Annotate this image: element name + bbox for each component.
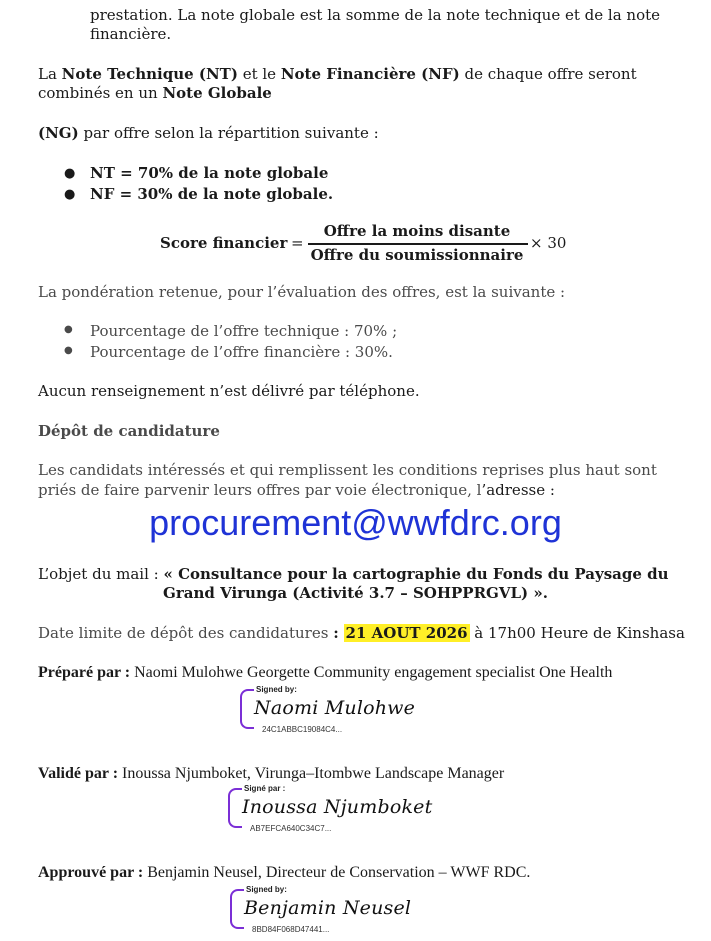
- bullet-nf: NF = 30% de la note globale.: [90, 185, 334, 203]
- signature-bracket: [240, 689, 254, 729]
- ng-abbrev: (NG): [38, 124, 79, 142]
- formula-denominator: Offre du soumissionnaire: [310, 246, 524, 264]
- intro-line-2: financière.: [90, 25, 172, 43]
- signature-bracket: [230, 889, 244, 929]
- signature-block-prepared: [240, 685, 416, 737]
- combine-text-p2a: combinés en un: [38, 84, 163, 102]
- deadline-date: 21 AOUT 2026: [345, 624, 468, 642]
- signature-code: AB7EFCA640C34C7...: [250, 824, 332, 833]
- combine-text-e: de chaque offre seront: [459, 65, 637, 83]
- deadline-colon: :: [333, 624, 339, 642]
- prepared-label: Préparé par :: [38, 664, 131, 681]
- combine-line-2: [38, 84, 272, 103]
- deposit-text-a: priés de faire parvenir leurs offres par voie électronique, l: [38, 481, 482, 499]
- weighting-item-technique: Pourcentage de l’offre technique : 70% ;: [90, 322, 398, 340]
- deadline-line: [38, 624, 685, 643]
- bullet-icon: ●: [64, 166, 76, 181]
- approved-label: Approuvé par :: [38, 864, 144, 881]
- approved-line: [38, 863, 530, 882]
- signature-header: Signed by:: [246, 885, 287, 894]
- approved-text: Benjamin Neusel, Directeur de Conservation – WWF RDC.: [143, 864, 531, 881]
- signature-handwriting: Inoussa Njumboket: [242, 796, 433, 818]
- signature-block-approved: [230, 885, 412, 937]
- validated-label: Validé par :: [38, 765, 119, 782]
- signature-block-validated: [228, 784, 433, 836]
- formula-equals: =: [291, 234, 304, 252]
- validated-line: [38, 764, 504, 783]
- signature-handwriting: Naomi Mulohwe: [254, 697, 416, 719]
- ng-term: Note Globale: [162, 84, 272, 102]
- bullet-icon: ●: [64, 345, 73, 356]
- weighting-item-financiere: Pourcentage de l’offre financière : 30%.: [90, 343, 393, 361]
- signature-bracket: [228, 788, 242, 828]
- formula-label: Score financier: [160, 234, 288, 252]
- nf-term: Note Financière (NF): [280, 65, 460, 83]
- prepared-text: Naomi Mulohwe Georgette Community engagement specialist One Health: [130, 664, 613, 681]
- fraction-bar: [308, 243, 528, 245]
- subject-title-1: « Consultance pour la cartographie du Fonds du Paysage du: [163, 565, 669, 583]
- formula-multiplier: × 30: [530, 234, 567, 252]
- intro-line-1: prestation. La note globale est la somme de la note technique et de la note: [90, 6, 660, 24]
- nt-term: Note Technique (NT): [61, 65, 238, 83]
- subject-prefix: L’objet du mail :: [38, 565, 164, 583]
- bullet-icon: ●: [64, 187, 76, 202]
- deposit-line-1: Les candidats intéressés et qui remplissent les conditions reprises plus haut sont: [38, 461, 657, 479]
- prepared-line: [38, 663, 612, 682]
- bullet-icon: ●: [64, 324, 73, 335]
- deposit-heading: Dépôt de candidature: [38, 422, 220, 440]
- signature-header: Signé par :: [244, 784, 286, 793]
- combine-text-p3b: par offre selon la répartition suivante :: [78, 124, 379, 142]
- validated-text: Inoussa Njumboket, Virunga–Itombwe Landscape Manager: [118, 765, 505, 782]
- combine-text-a: La: [38, 65, 62, 83]
- deposit-text-b: ’adresse :: [481, 481, 555, 499]
- deadline-prefix: Date limite de dépôt des candidatures: [38, 624, 334, 642]
- bullet-nt: NT = 70% de la note globale: [90, 164, 329, 182]
- signature-handwriting: Benjamin Neusel: [244, 897, 412, 919]
- signature-code: 24C1ABBC19084C4...: [262, 725, 343, 734]
- signature-code: 8BD84F068D47441...: [252, 925, 330, 934]
- weighting-intro: La pondération retenue, pour l’évaluation des offres, est la suivante :: [38, 283, 566, 301]
- deadline-suffix: à 17h00 Heure de Kinshasa: [469, 624, 685, 642]
- deposit-line-2: [38, 481, 555, 500]
- combine-text-c: et le: [237, 65, 281, 83]
- combine-line-3: [38, 124, 379, 143]
- no-phone-note: Aucun renseignement n’est délivré par téléphone.: [38, 382, 420, 400]
- signature-header: Signed by:: [256, 685, 297, 694]
- subject-line-1: [38, 565, 669, 584]
- subject-line-2: Grand Virunga (Activité 3.7 – SOHPPRGVL) ».: [163, 584, 548, 602]
- combine-line-1: [38, 65, 686, 84]
- formula-numerator: Offre la moins disante: [323, 222, 511, 240]
- email-address[interactable]: procurement@wwfdrc.org: [149, 502, 562, 543]
